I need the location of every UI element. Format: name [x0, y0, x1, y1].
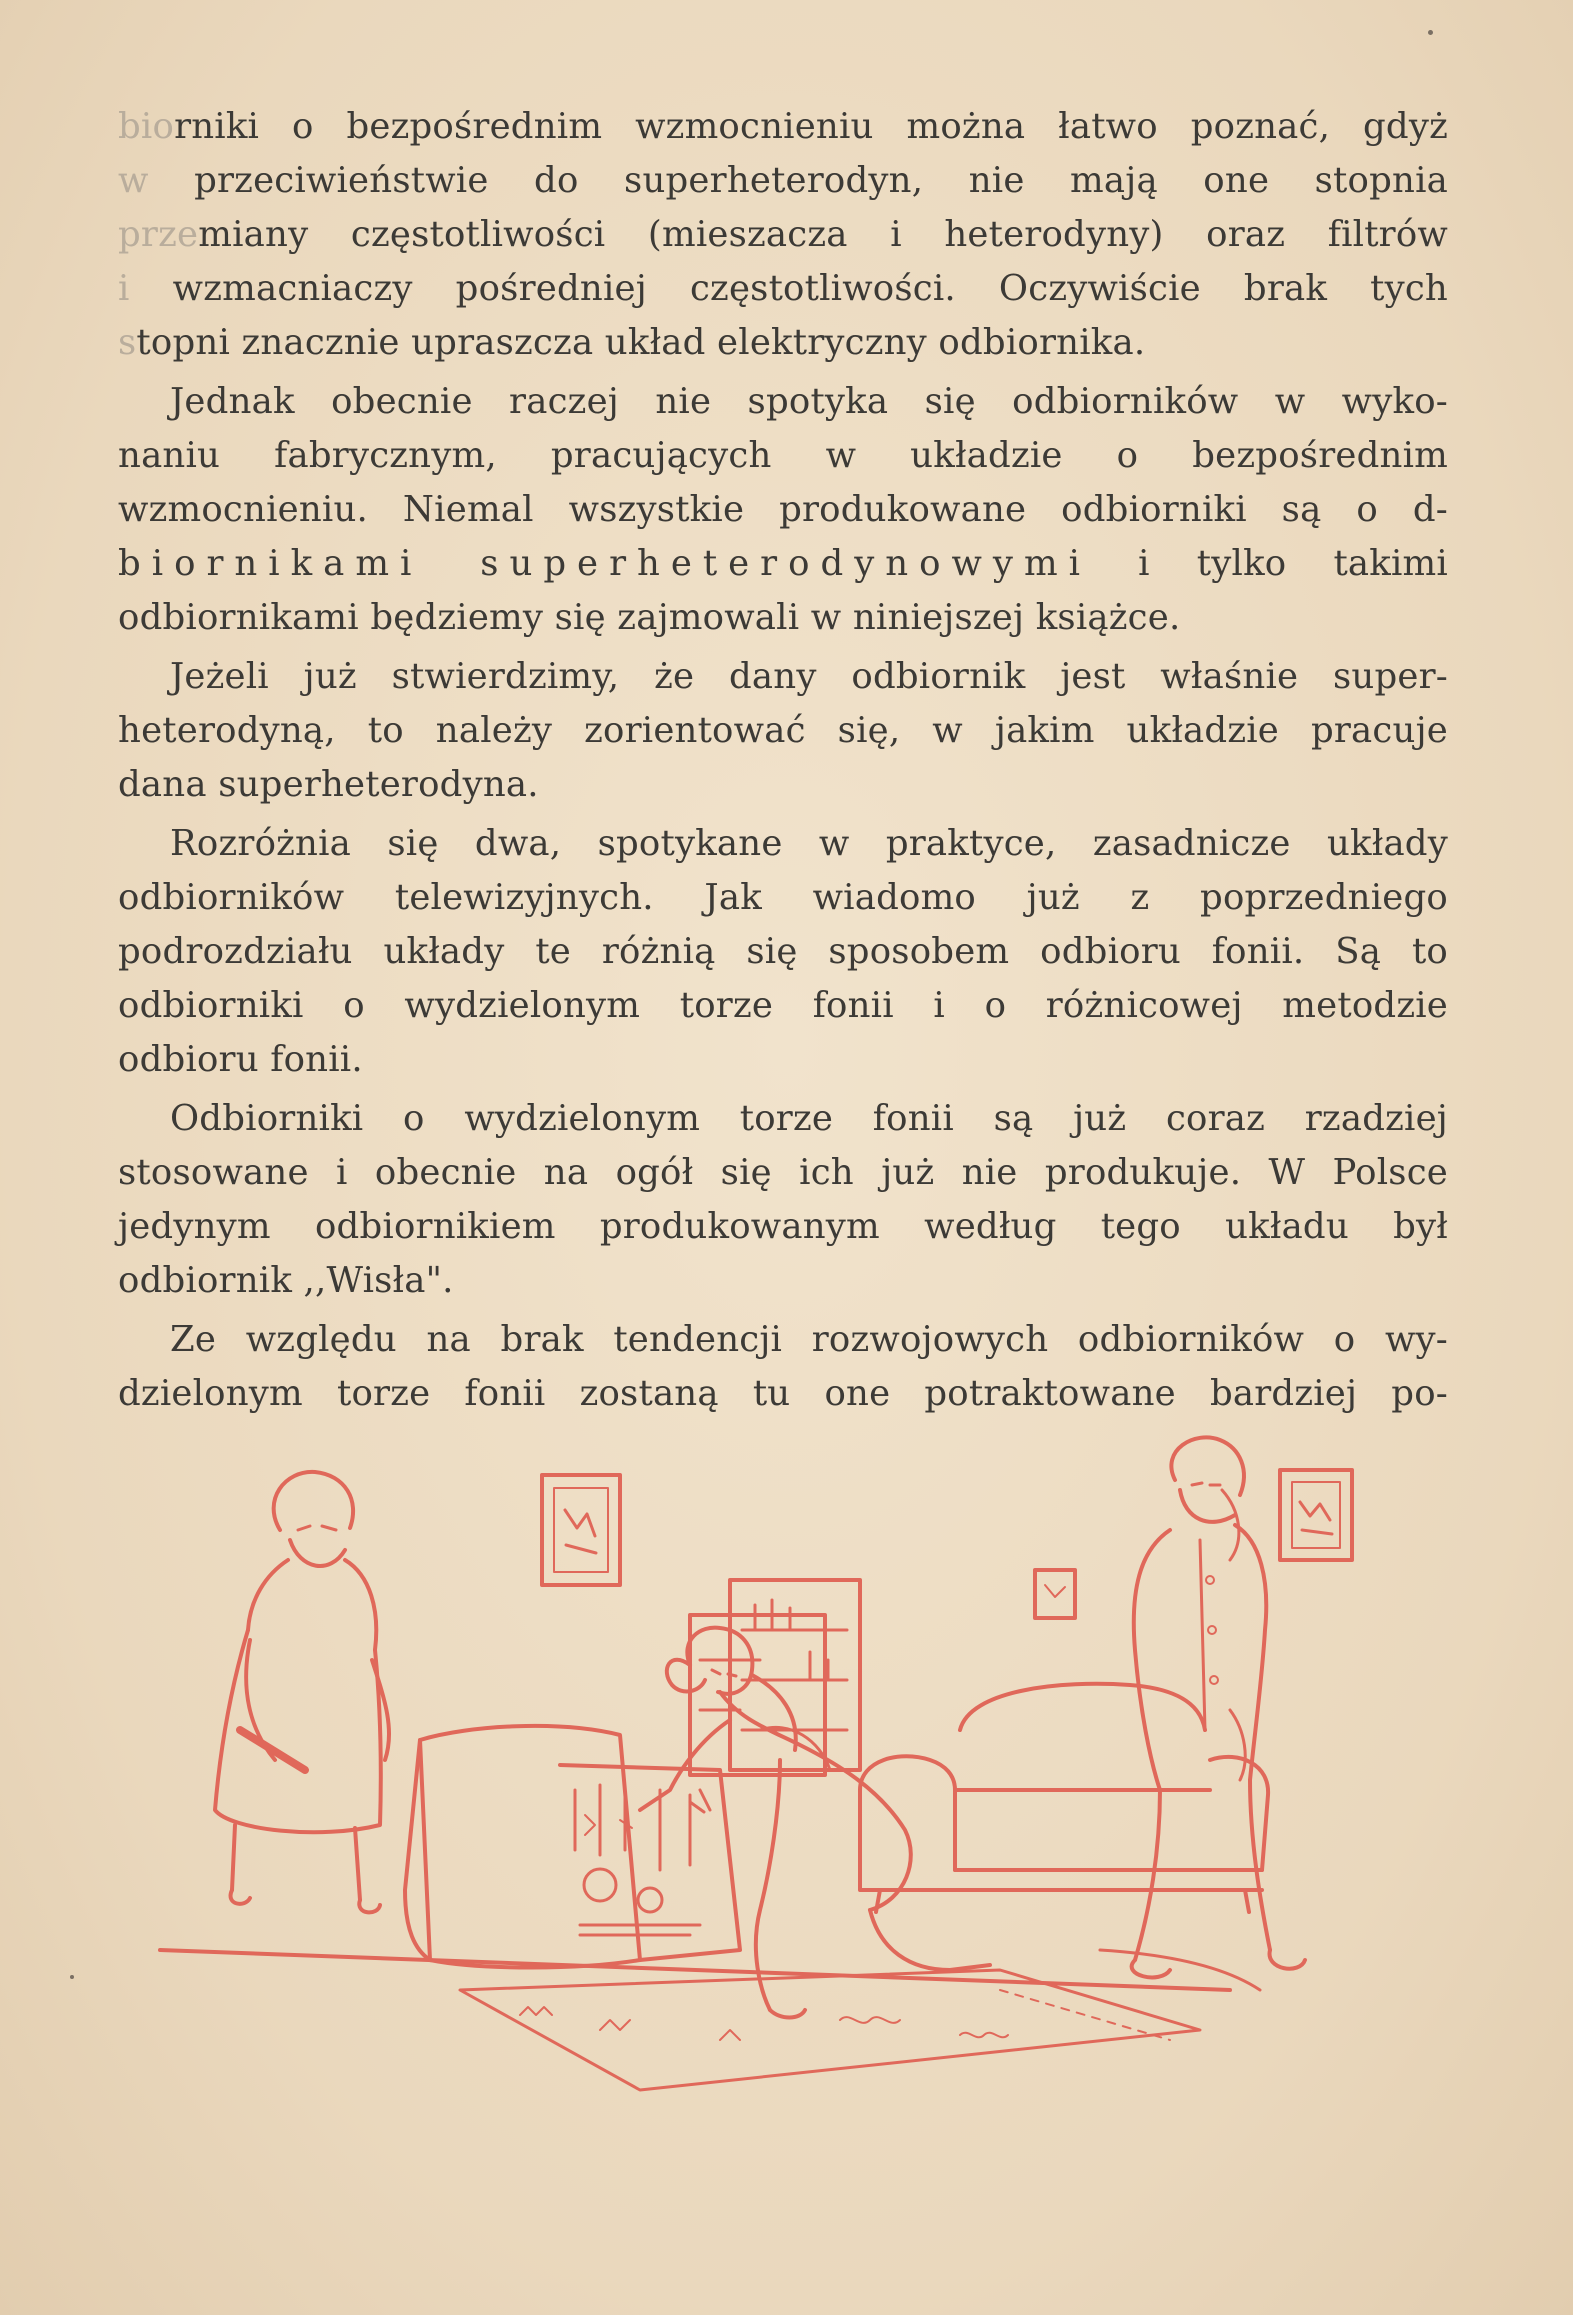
- cartoon-illustration: [0, 1430, 1573, 2190]
- faded-text: s: [118, 322, 137, 363]
- room-floor: [160, 1950, 1260, 1990]
- paragraph: [118, 1313, 1448, 1421]
- text-line: Odbiorniki o wydzielonym torze fonii są już coraz rzadziej: [170, 1098, 1448, 1139]
- faded-text: w: [118, 160, 195, 201]
- text-line: dzielonym torze fonii zostaną tu one potraktowane bardziej po-: [118, 1373, 1448, 1414]
- spaced-emphasis: biornikami superheterodynowymi: [118, 543, 1091, 584]
- text-line: odbioru fonii.: [118, 1039, 363, 1080]
- paragraph: [118, 650, 1448, 812]
- body-text: [118, 100, 1448, 1426]
- text-line: [118, 537, 1448, 591]
- text-line: wzmocnieniu. Niemal wszystkie produkowane odbiorniki są o d-: [118, 489, 1448, 530]
- floor-rug: [460, 1970, 1200, 2090]
- text-line: odbiornikami będziemy się zajmowali w niniejszej książce.: [118, 597, 1181, 638]
- text-line: stosowane i obecnie na ogół się ich już nie produkuje. W Polsce: [118, 1152, 1448, 1193]
- text-line: Ze względu na brak tendencji rozwojowych odbiorników o wy-: [170, 1319, 1448, 1360]
- line-text: miany częstotliwości (mieszacza i heterodyny) oraz filtrów: [198, 214, 1448, 255]
- paper-speck: [1428, 30, 1433, 35]
- faded-text: i: [118, 268, 173, 309]
- sofa: [860, 1684, 1268, 1912]
- line-text: przeciwieństwie do superheterodyn, nie mają one stopnia: [194, 160, 1448, 201]
- wall-picture-left: [542, 1475, 620, 1585]
- paragraph: [118, 100, 1448, 370]
- bookcase: [690, 1580, 860, 1775]
- text-line: odbiorniki o wydzielonym torze fonii i o różnicowej metodzie: [118, 985, 1448, 1026]
- text-line: Rozróżnia się dwa, spotykane w praktyce, zasadnicze układy: [170, 823, 1448, 864]
- faded-text: bio: [118, 106, 175, 147]
- text-line: naniu fabrycznym, pracujących w układzie o bezpośrednim: [118, 435, 1448, 476]
- faded-text: prze: [118, 214, 199, 255]
- text-line: [118, 154, 1448, 208]
- line-text: topni znacznie upraszcza układ elektryczny odbiornika.: [136, 322, 1146, 363]
- text-line: jedynym odbiornikiem produkowanym według tego układu był: [118, 1206, 1448, 1247]
- line-text: rniki o bezpośrednim wzmocnieniu można łatwo poznać, gdyż: [174, 106, 1448, 147]
- paragraph: [118, 375, 1448, 645]
- wall-picture-right: [1280, 1470, 1352, 1560]
- text-line: Jeżeli już stwierdzimy, że dany odbiornik jest właśnie super-: [170, 656, 1448, 697]
- text-line: podrozdziału układy te różnią się sposobem odbioru fonii. Są to: [118, 931, 1448, 972]
- paragraph: [118, 817, 1448, 1087]
- text-line: dana superheterodyna.: [118, 764, 539, 805]
- line-text: i tylko takimi: [1091, 543, 1448, 584]
- text-line: odbiorników telewizyjnych. Jak wiadomo już z poprzedniego: [118, 877, 1448, 918]
- text-line: heterodyną, to należy zorientować się, w jakim układzie pracuje: [118, 710, 1448, 751]
- text-line: Jednak obecnie raczej nie spotyka się odbiorników w wyko-: [170, 381, 1448, 422]
- standing-woman: [215, 1472, 389, 1912]
- text-line: [118, 100, 1448, 154]
- text-line: odbiornik ,,Wisła".: [118, 1260, 454, 1301]
- line-text: wzmacniaczy pośredniej częstotliwości. Oczywiście brak tych: [172, 268, 1448, 309]
- paragraph: [118, 1092, 1448, 1308]
- text-line: [118, 262, 1448, 316]
- kneeling-woman: [640, 1628, 990, 2018]
- wall-picture-small: [1035, 1570, 1075, 1618]
- text-line: [118, 208, 1448, 262]
- text-line: [118, 316, 1448, 370]
